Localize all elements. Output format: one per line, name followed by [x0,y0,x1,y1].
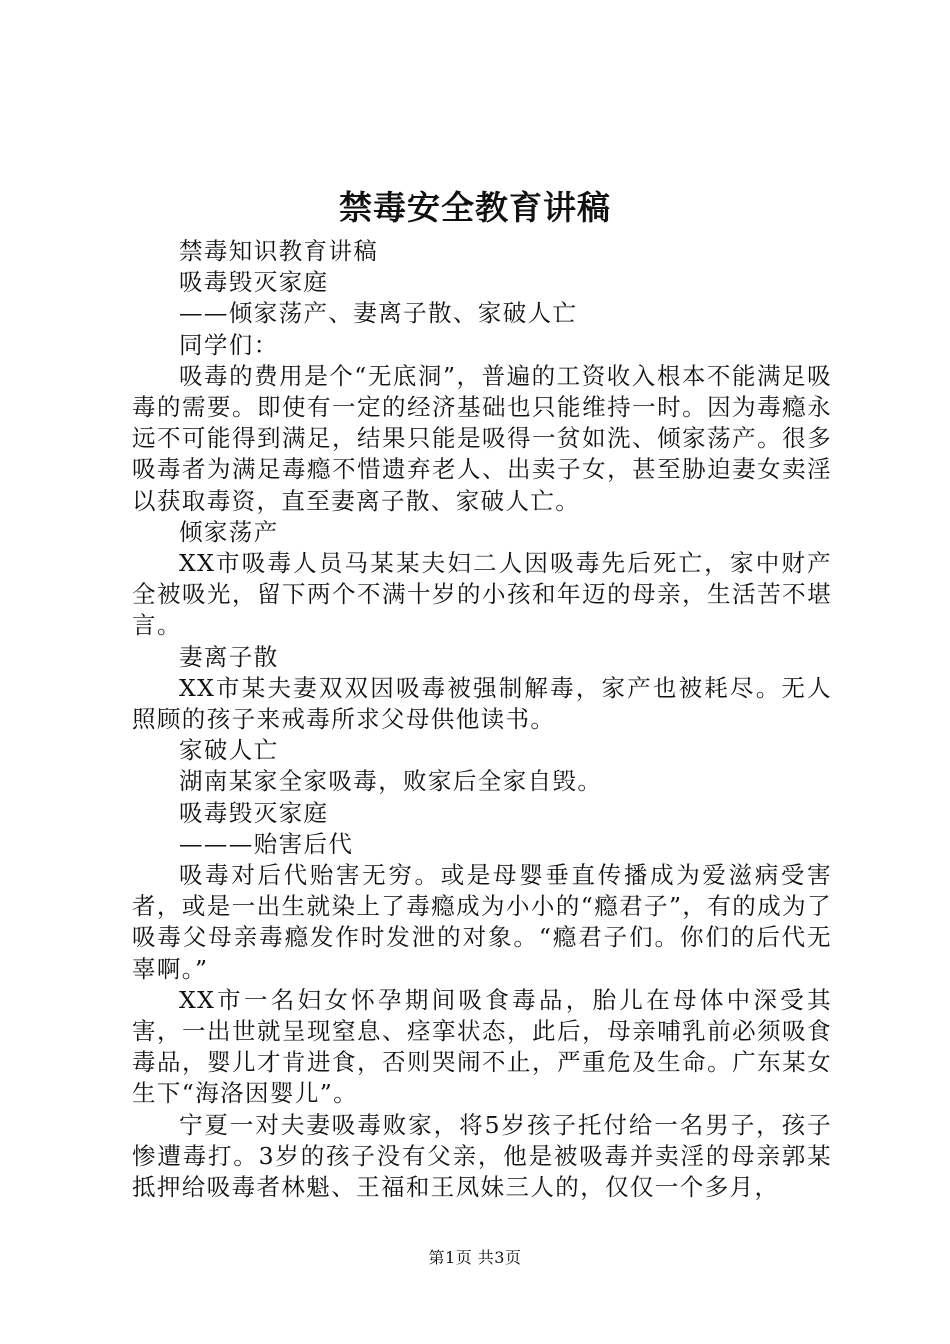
document-body [132,236,832,1203]
paragraph-heading: 妻离子散 [179,642,279,671]
paragraph: XX市吸毒人员马某某夫妇二人因吸毒先后死亡，家中财产全被吸光，留下两个不满十岁的小孩和年迈的母亲，生活苦不堪言。 [132,549,832,640]
paragraph: 吸毒对后代贻害无穷。或是母婴垂直传播成为爱滋病受害者，或是一出生就染上了毒瘾成为小小的“瘾君子”，有的成为了吸毒父母亲毒瘾发作时发泄的对象。“瘾君子们。你们的后代无辜啊。” [132,861,832,983]
paragraph-subheading: ———贻害后代 [179,829,354,858]
paragraph-heading: 吸毒毁灭家庭 [179,268,329,297]
paragraph: XX市某夫妻双双因吸毒被强制解毒，家产也被耗尽。无人照顾的孩子来戒毒所求父母供他读书。 [132,673,832,734]
page-footer: 第1页 共3页 [428,1248,522,1267]
paragraph: 湖南某家全家吸毒，败家后全家自毁。 [179,767,603,796]
paragraph-subtitle: 禁毒知识教育讲稿 [179,237,379,265]
paragraph-subheading: ——倾家荡产、妻离子散、家破人亡 [179,299,578,328]
paragraph: 宁夏一对夫妻吸毒败家，将5岁孩子托付给一名男子，孩子惨遭毒打。3岁的孩子没有父亲，他是被吸毒并卖淫的母亲郭某抵押给吸毒者林魁、王福和王凤妹三人的，仅仅一个多月， [132,1110,832,1202]
paragraph: 吸毒的费用是个“无底洞”，普遍的工资收入根本不能满足吸毒的需要。即使有一定的经济基础也只能维持一时。因为毒瘾永远不可能得到满足，结果只能是吸得一贫如洗、倾家荡产。很多吸毒者为满足毒瘾不惜遗弃老人、出卖子女，甚至胁迫妻女卖淫以获取毒资，直至妻离子散、家破人亡。 [132,361,832,515]
paragraph-heading: 倾家荡产 [179,517,279,546]
document-title: 禁毒安全教育讲稿 [339,188,611,227]
paragraph-salutation: 同学们： [179,330,279,359]
paragraph-heading: 吸毒毁灭家庭 [179,798,329,827]
paragraph: XX市一名妇女怀孕期间吸食毒品，胎儿在母体中深受其害，一出世就呈现窒息、痉挛状态，此后，母亲哺乳前必须吸食毒品，婴儿才肯进食，否则哭闹不止，严重危及生命。广东某女生下“海洛因婴儿”。 [132,985,832,1108]
paragraph-heading: 家破人亡 [179,736,279,765]
